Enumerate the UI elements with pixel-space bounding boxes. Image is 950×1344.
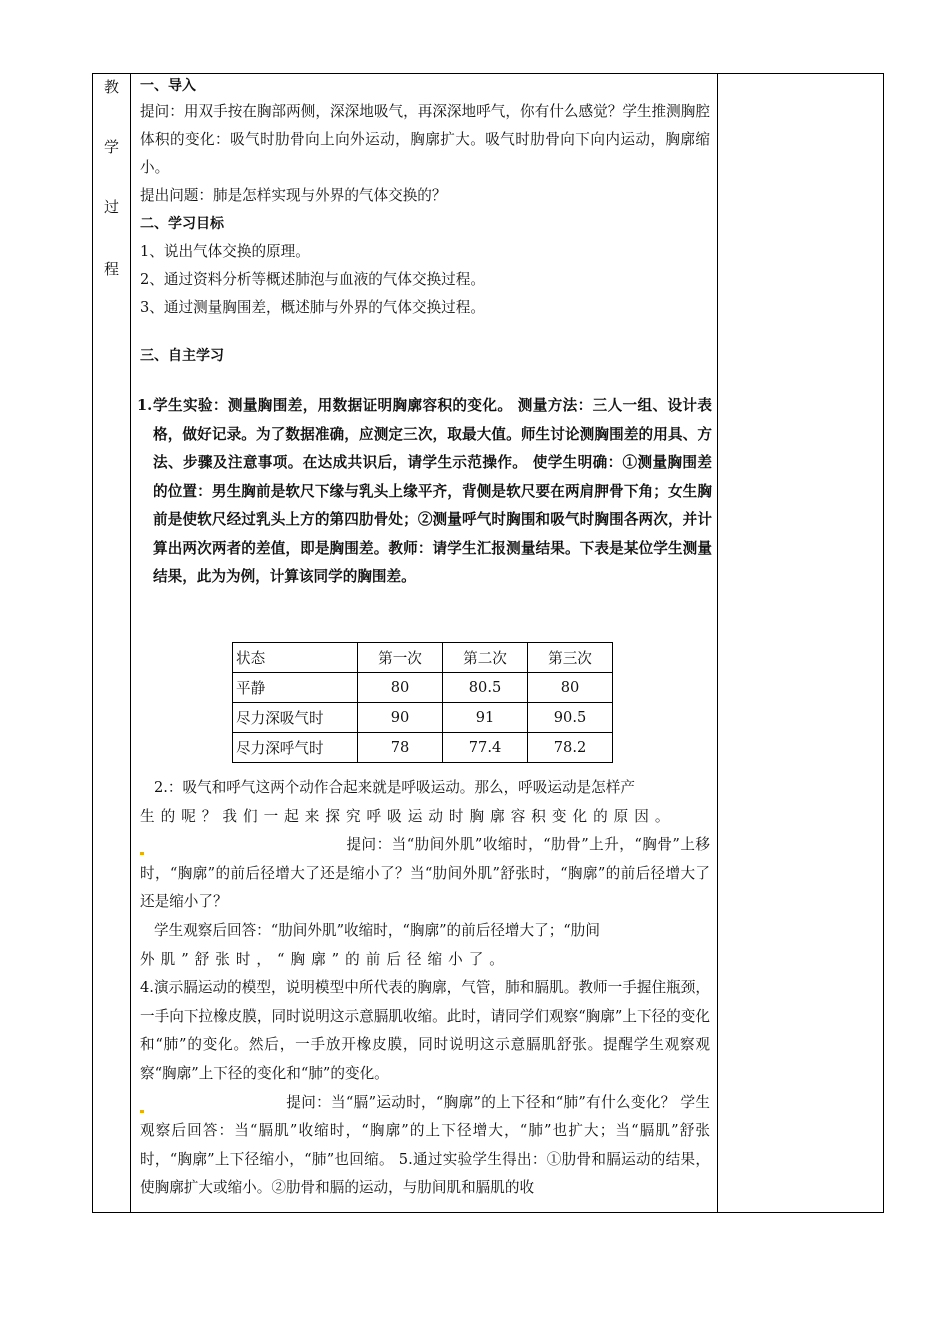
table-header-cell: 第三次 <box>528 643 613 673</box>
measurement-table <box>232 642 613 763</box>
goal-item: 3、通过测量胸围差，概述肺与外界的气体交换过程。 <box>140 299 485 316</box>
lesson-content <box>140 74 710 370</box>
paragraph <box>140 831 710 917</box>
table-cell: 80.5 <box>443 673 528 703</box>
intro-heading: 一、导入 <box>140 78 196 94</box>
paragraph: 学生观察后回答：“肋间外肌”收缩时，“胸廓”的前后径增大了；“肋间 <box>154 921 600 939</box>
paragraph <box>140 1089 710 1203</box>
goals-heading: 二、学习目标 <box>140 216 224 232</box>
paragraph-text: 提问：当“膈”运动时，“胸廓”的上下径和“肺”有什么变化？ 学生观察后回答：当“膈肌”收缩时，“胸廓”的上下径增大，“肺”也扩大；当“膈肌”舒张时，“胸廓”上下径缩小，“肺”也回缩。 5.通过实验学生得出：①肋骨和膈运动的结果，使胸廓扩大或缩小。②肋骨和膈的运动，与肋间肌和膈肌的收 <box>140 1093 710 1197</box>
side-label-char: 程 <box>103 260 119 278</box>
table-cell: 80 <box>358 673 443 703</box>
side-label-char: 学 <box>103 138 119 156</box>
anchor-mark-icon <box>140 1110 144 1113</box>
experiment-text: 学生实验：测量胸围差，用数据证明胸廓容积的变化。 测量方法：三人一组、设计表格，做好记录。为了数据准确，应测定三次，取最大值。师生讨论测胸围差的用具、方法、步骤及注意事项。在达成共识后，请学生示范操作。 使学生明确：①测量胸围差的位置：男生胸前是软尺下缘与乳头上缘平齐，背侧是软尺要在两肩胛骨下角；女生胸前是使软尺经过乳头上方的第四肋骨处；②测量呼气时胸围和吸气时胸围各两次，并计算出两次两者的差值，即是胸围差。教师：请学生汇报测量结果。下表是某位学生测量结果，此为为例，计算该同学的胸围差。 <box>153 397 712 585</box>
column-divider <box>717 74 718 1212</box>
table-cell: 尽力深吸气时 <box>233 703 358 733</box>
table-cell: 尽力深呼气时 <box>233 733 358 763</box>
table-row <box>233 673 613 703</box>
self-study-heading: 三、自主学习 <box>140 348 224 364</box>
side-label-char: 过 <box>103 198 119 216</box>
intro-question: 提问：用双手按在胸部两侧，深深地吸气，再深深地呼气，你有什么感觉？学生推测胸腔体积的变化：吸气时肋骨向上向外运动，胸廓扩大。吸气时肋骨向下向内运动，胸廓缩小。 <box>140 103 710 176</box>
table-cell: 90 <box>358 703 443 733</box>
table-cell: 80 <box>528 673 613 703</box>
table-row <box>233 733 613 763</box>
paragraph: 4.演示膈运动的模型，说明模型中所代表的胸廓，气管，肺和膈肌。教师一手握住瓶颈，一手向下拉橡皮膜，同时说明这示意膈肌收缩。此时，请同学们观察“胸廓”上下径的变化和“肺”的变化。然后，一手放开橡皮膜，同时说明这示意膈肌舒张。提醒学生观察观察“胸廓”上下径的变化和“肺”的变化。 <box>140 979 710 1082</box>
table-header-cell: 第二次 <box>443 643 528 673</box>
experiment-number: 1. <box>137 397 153 414</box>
intro-raise: 提出问题：肺是怎样实现与外界的气体交换的？ <box>140 187 447 204</box>
paragraph: 生的呢？我们一起来探究呼吸运动时胸廓容积变化的原因。 <box>140 807 676 825</box>
table-row <box>233 703 613 733</box>
table-cell: 78.2 <box>528 733 613 763</box>
table-header-row <box>233 643 613 673</box>
paragraph-text: 提问：当“肋间外肌”收缩时，“肋骨”上升，“胸骨”上移时，“胸廓”的前后径增大了还是缩小了？当“肋间外肌”舒张时，“胸廓”的前后径增大了还是缩小了？ <box>140 836 710 911</box>
goal-item: 1、说出气体交换的原理。 <box>140 243 310 260</box>
lesson-table <box>92 73 884 1213</box>
table-cell: 91 <box>443 703 528 733</box>
table-cell: 78 <box>358 733 443 763</box>
table-cell: 77.4 <box>443 733 528 763</box>
table-header-cell: 状态 <box>233 643 358 673</box>
body-text <box>140 774 710 1203</box>
table-cell: 90.5 <box>528 703 613 733</box>
table-header-cell: 第一次 <box>358 643 443 673</box>
anchor-mark-icon <box>140 852 144 855</box>
paragraph: 外肌”舒张时，“胸廓”的前后径缩小了。 <box>140 950 510 968</box>
table-cell: 平静 <box>233 673 358 703</box>
side-label-char: 教 <box>103 78 119 96</box>
goal-item: 2、通过资料分析等概述肺泡与血液的气体交换过程。 <box>140 271 485 288</box>
experiment-block <box>137 392 712 592</box>
column-divider <box>130 74 131 1212</box>
paragraph: 2.：吸气和呼气这两个动作合起来就是呼吸运动。那么，呼吸运动是怎样产 <box>154 779 635 796</box>
